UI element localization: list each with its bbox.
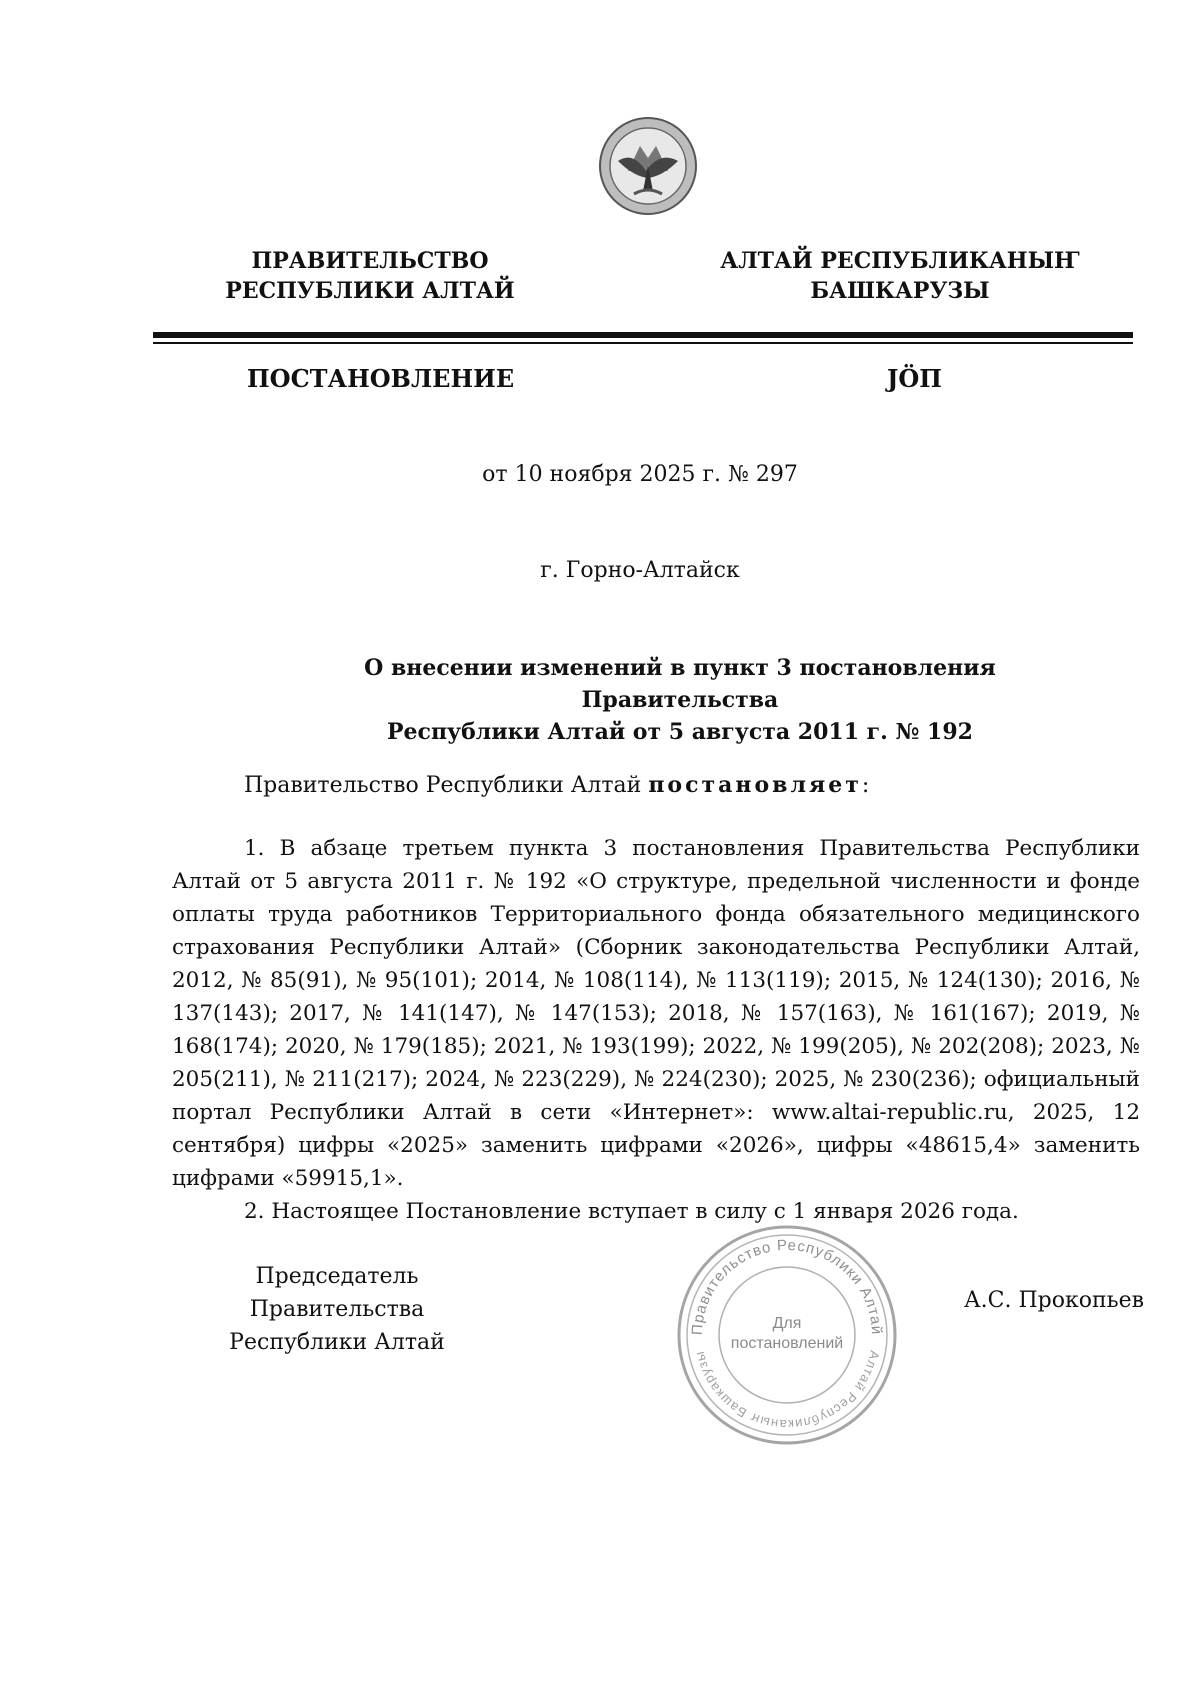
government-name-ru-line1: ПРАВИТЕЛЬСТВО [251,248,489,274]
signatory-position-line1: Председатель Правительства [249,1264,425,1322]
stamp-text-bottom: Алтай Республиканыҥ Башкарузы [691,1349,883,1433]
stamp-center-line2: постановлений [730,1335,844,1352]
decree-city: г. Горно-Алтайск [540,558,740,583]
header-divider-thick [153,332,1133,338]
government-name-alt-line1: АЛТАЙ РЕСПУБЛИКАНЫҤ [720,248,1080,274]
decree-item-2: 2. Настоящее Постановление вступает в силу с 1 января 2026 года. [244,1199,1019,1224]
stamp-center-line1: Для [772,1315,802,1332]
preamble-suffix: : [861,773,870,798]
signatory-position-line2: Республики Алтай [229,1330,445,1355]
decree-item-1: 1. В абзаце третьем пункта 3 постановления Правительства Республики Алтай от 5 августа 2011 г. № 192 «О структуре, предельной численности и фонде оплаты труда работников Территориального фонда обязательного медицинского страхования Республики Алтай» (Сборник законодательства Республики Алтай, 2012, № 85(91), № 95(101); 2014, № 108(114), № 113(119); 2015, № 124(130); 2016, № 137(143); 2017, № 141(147), № 147(153); 2018, № 157(163), № 161(167); 2019, № 168(174); 2020, № 179(185); 2021, № 193(199); 2022, № 199(205), № 202(208); 2023, № 205(211), № 211(217); 2024, № 223(229), № 224(230); 2025, № 230(236); официальный портал Республики Алтай в сети «Интернет»: www.altai-republic.ru, 2025, 12 сентября) цифры «2025» заменить цифрами «2026», цифры «48615,4» заменить цифрами «59915,1». [172,836,1140,1191]
decree-date-number: от 10 ноября 2025 г. № 297 [482,462,798,487]
signatory-name: А.С. Прокопьев [964,1288,1145,1313]
preamble [244,772,869,798]
government-name-ru-line2: РЕСПУБЛИКИ АЛТАЙ [225,278,515,304]
header-divider-thin [153,342,1133,344]
decree-type-alt: JӦП [887,364,942,393]
preamble-emphasis: постановляет [648,772,862,798]
signatory-position [172,1260,502,1359]
official-stamp [672,1220,902,1450]
preamble-prefix: Правительство Республики Алтай [244,773,649,798]
document-title-line1: О внесении изменений в пункт 3 постановления Правительства [364,655,996,713]
altai-coat-of-arms-icon [598,116,698,216]
government-name-alt-line2: БАШКАРУЗЫ [810,278,990,304]
government-name-alt [720,246,1080,306]
document-title [290,652,1070,748]
decree-body [172,832,1140,1228]
government-name-ru [220,246,520,306]
stamp-text-top: Правительство Республики Алтай [688,1236,886,1336]
decree-type-ru: ПОСТАНОВЛЕНИЕ [247,364,515,393]
document-title-line2: Республики Алтай от 5 августа 2011 г. № 192 [387,719,973,745]
